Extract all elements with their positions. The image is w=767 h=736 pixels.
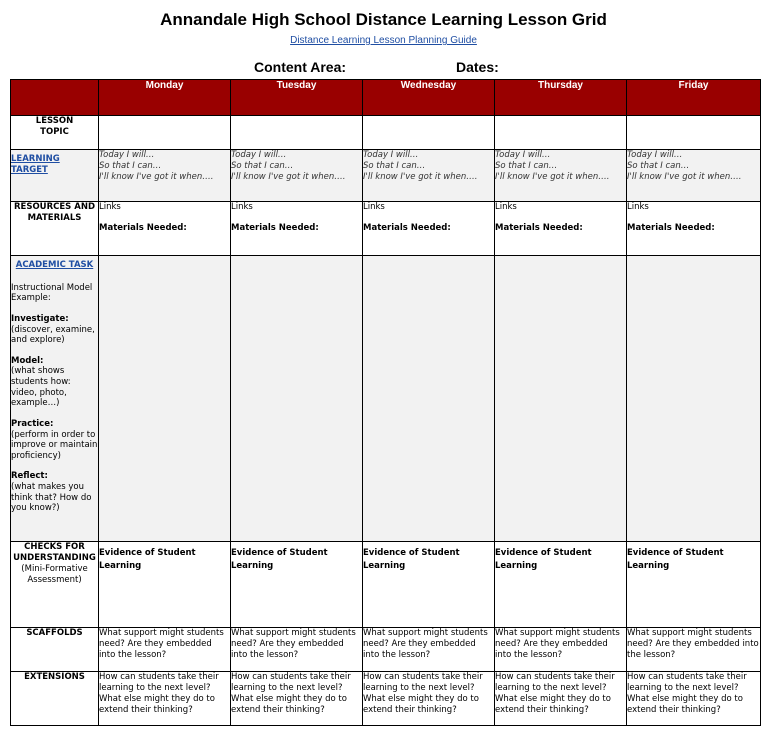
learning-target-friday[interactable]: Today I will… So that I can… I'll know I've got it when…. bbox=[627, 150, 761, 202]
resources-monday[interactable]: Links Materials Needed: bbox=[99, 202, 231, 256]
checks-label: CHECKS FOR UNDERSTANDING (Mini-Formative Assessment) bbox=[11, 542, 99, 628]
extensions-wednesday[interactable]: How can students take their learning to the next level? What else might they do to extend their thinking? bbox=[363, 672, 495, 726]
checks-friday[interactable]: Evidence of Student Learning bbox=[627, 542, 761, 628]
planning-guide-link[interactable]: Distance Learning Lesson Planning Guide bbox=[290, 35, 477, 46]
learning-target-label bbox=[11, 150, 99, 202]
day-header-monday: Monday bbox=[99, 80, 231, 116]
content-area-label: Content Area: bbox=[254, 59, 347, 75]
resources-tuesday[interactable]: Links Materials Needed: bbox=[231, 202, 363, 256]
resources-wednesday[interactable]: Links Materials Needed: bbox=[363, 202, 495, 256]
scaffolds-thursday[interactable]: What support might students need? Are they embedded into the lesson? bbox=[495, 628, 627, 672]
lesson-topic-wednesday[interactable] bbox=[363, 116, 495, 150]
academic-task-label: ACADEMIC TASK Instructional Model Example: Investigate: (discover, examine, and explore) Model: (what shows students how: video, photo, example…) Practice: (perform in order to improve or maintain proficiency) Reflect: (what makes you think that? How do you know?) bbox=[11, 256, 99, 542]
scaffolds-label: SCAFFOLDS bbox=[11, 628, 99, 672]
lesson-topic-label: LESSON TOPIC bbox=[11, 116, 99, 150]
checks-thursday[interactable]: Evidence of Student Learning bbox=[495, 542, 627, 628]
lesson-topic-monday[interactable] bbox=[99, 116, 231, 150]
learning-target-tuesday[interactable]: Today I will… So that I can… I'll know I've got it when…. bbox=[231, 150, 363, 202]
page-title: Annandale High School Distance Learning Lesson Grid bbox=[160, 10, 607, 29]
academic-task-friday[interactable] bbox=[627, 256, 761, 542]
academic-task-thursday[interactable] bbox=[495, 256, 627, 542]
extensions-friday[interactable]: How can students take their learning to the next level? What else might they do to extend their thinking? bbox=[627, 672, 761, 726]
lesson-topic-tuesday[interactable] bbox=[231, 116, 363, 150]
checks-monday[interactable]: Evidence of Student Learning bbox=[99, 542, 231, 628]
scaffolds-tuesday[interactable]: What support might students need? Are they embedded into the lesson? bbox=[231, 628, 363, 672]
academic-task-wednesday[interactable] bbox=[363, 256, 495, 542]
learning-target-wednesday[interactable]: Today I will… So that I can… I'll know I've got it when…. bbox=[363, 150, 495, 202]
scaffolds-monday[interactable]: What support might students need? Are they embedded into the lesson? bbox=[99, 628, 231, 672]
academic-task-monday[interactable] bbox=[99, 256, 231, 542]
dates-label: Dates: bbox=[456, 59, 499, 75]
checks-tuesday[interactable]: Evidence of Student Learning bbox=[231, 542, 363, 628]
extensions-monday[interactable]: How can students take their learning to the next level? What else might they do to extend their thinking? bbox=[99, 672, 231, 726]
extensions-label: EXTENSIONS bbox=[11, 672, 99, 726]
learning-target-link[interactable]: LEARNING TARGET bbox=[11, 154, 60, 175]
header-corner bbox=[11, 80, 99, 116]
academic-task-link[interactable]: ACADEMIC TASK bbox=[15, 260, 94, 270]
extensions-thursday[interactable]: How can students take their learning to the next level? What else might they do to extend their thinking? bbox=[495, 672, 627, 726]
academic-task-tuesday[interactable] bbox=[231, 256, 363, 542]
learning-target-monday[interactable]: Today I will… So that I can… I'll know I've got it when…. bbox=[99, 150, 231, 202]
resources-thursday[interactable]: Links Materials Needed: bbox=[495, 202, 627, 256]
lesson-topic-friday[interactable] bbox=[627, 116, 761, 150]
day-header-thursday: Thursday bbox=[495, 80, 627, 116]
scaffolds-friday[interactable]: What support might students need? Are they embedded into the lesson? bbox=[627, 628, 761, 672]
day-header-tuesday: Tuesday bbox=[231, 80, 363, 116]
lesson-grid bbox=[10, 79, 761, 726]
day-header-wednesday: Wednesday bbox=[363, 80, 495, 116]
day-header-friday: Friday bbox=[627, 80, 761, 116]
resources-label: RESOURCES AND MATERIALS bbox=[11, 202, 99, 256]
extensions-tuesday[interactable]: How can students take their learning to the next level? What else might they do to extend their thinking? bbox=[231, 672, 363, 726]
resources-friday[interactable]: Links Materials Needed: bbox=[627, 202, 761, 256]
lesson-topic-thursday[interactable] bbox=[495, 116, 627, 150]
learning-target-thursday[interactable]: Today I will… So that I can… I'll know I've got it when…. bbox=[495, 150, 627, 202]
scaffolds-wednesday[interactable]: What support might students need? Are they embedded into the lesson? bbox=[363, 628, 495, 672]
checks-wednesday[interactable]: Evidence of Student Learning bbox=[363, 542, 495, 628]
